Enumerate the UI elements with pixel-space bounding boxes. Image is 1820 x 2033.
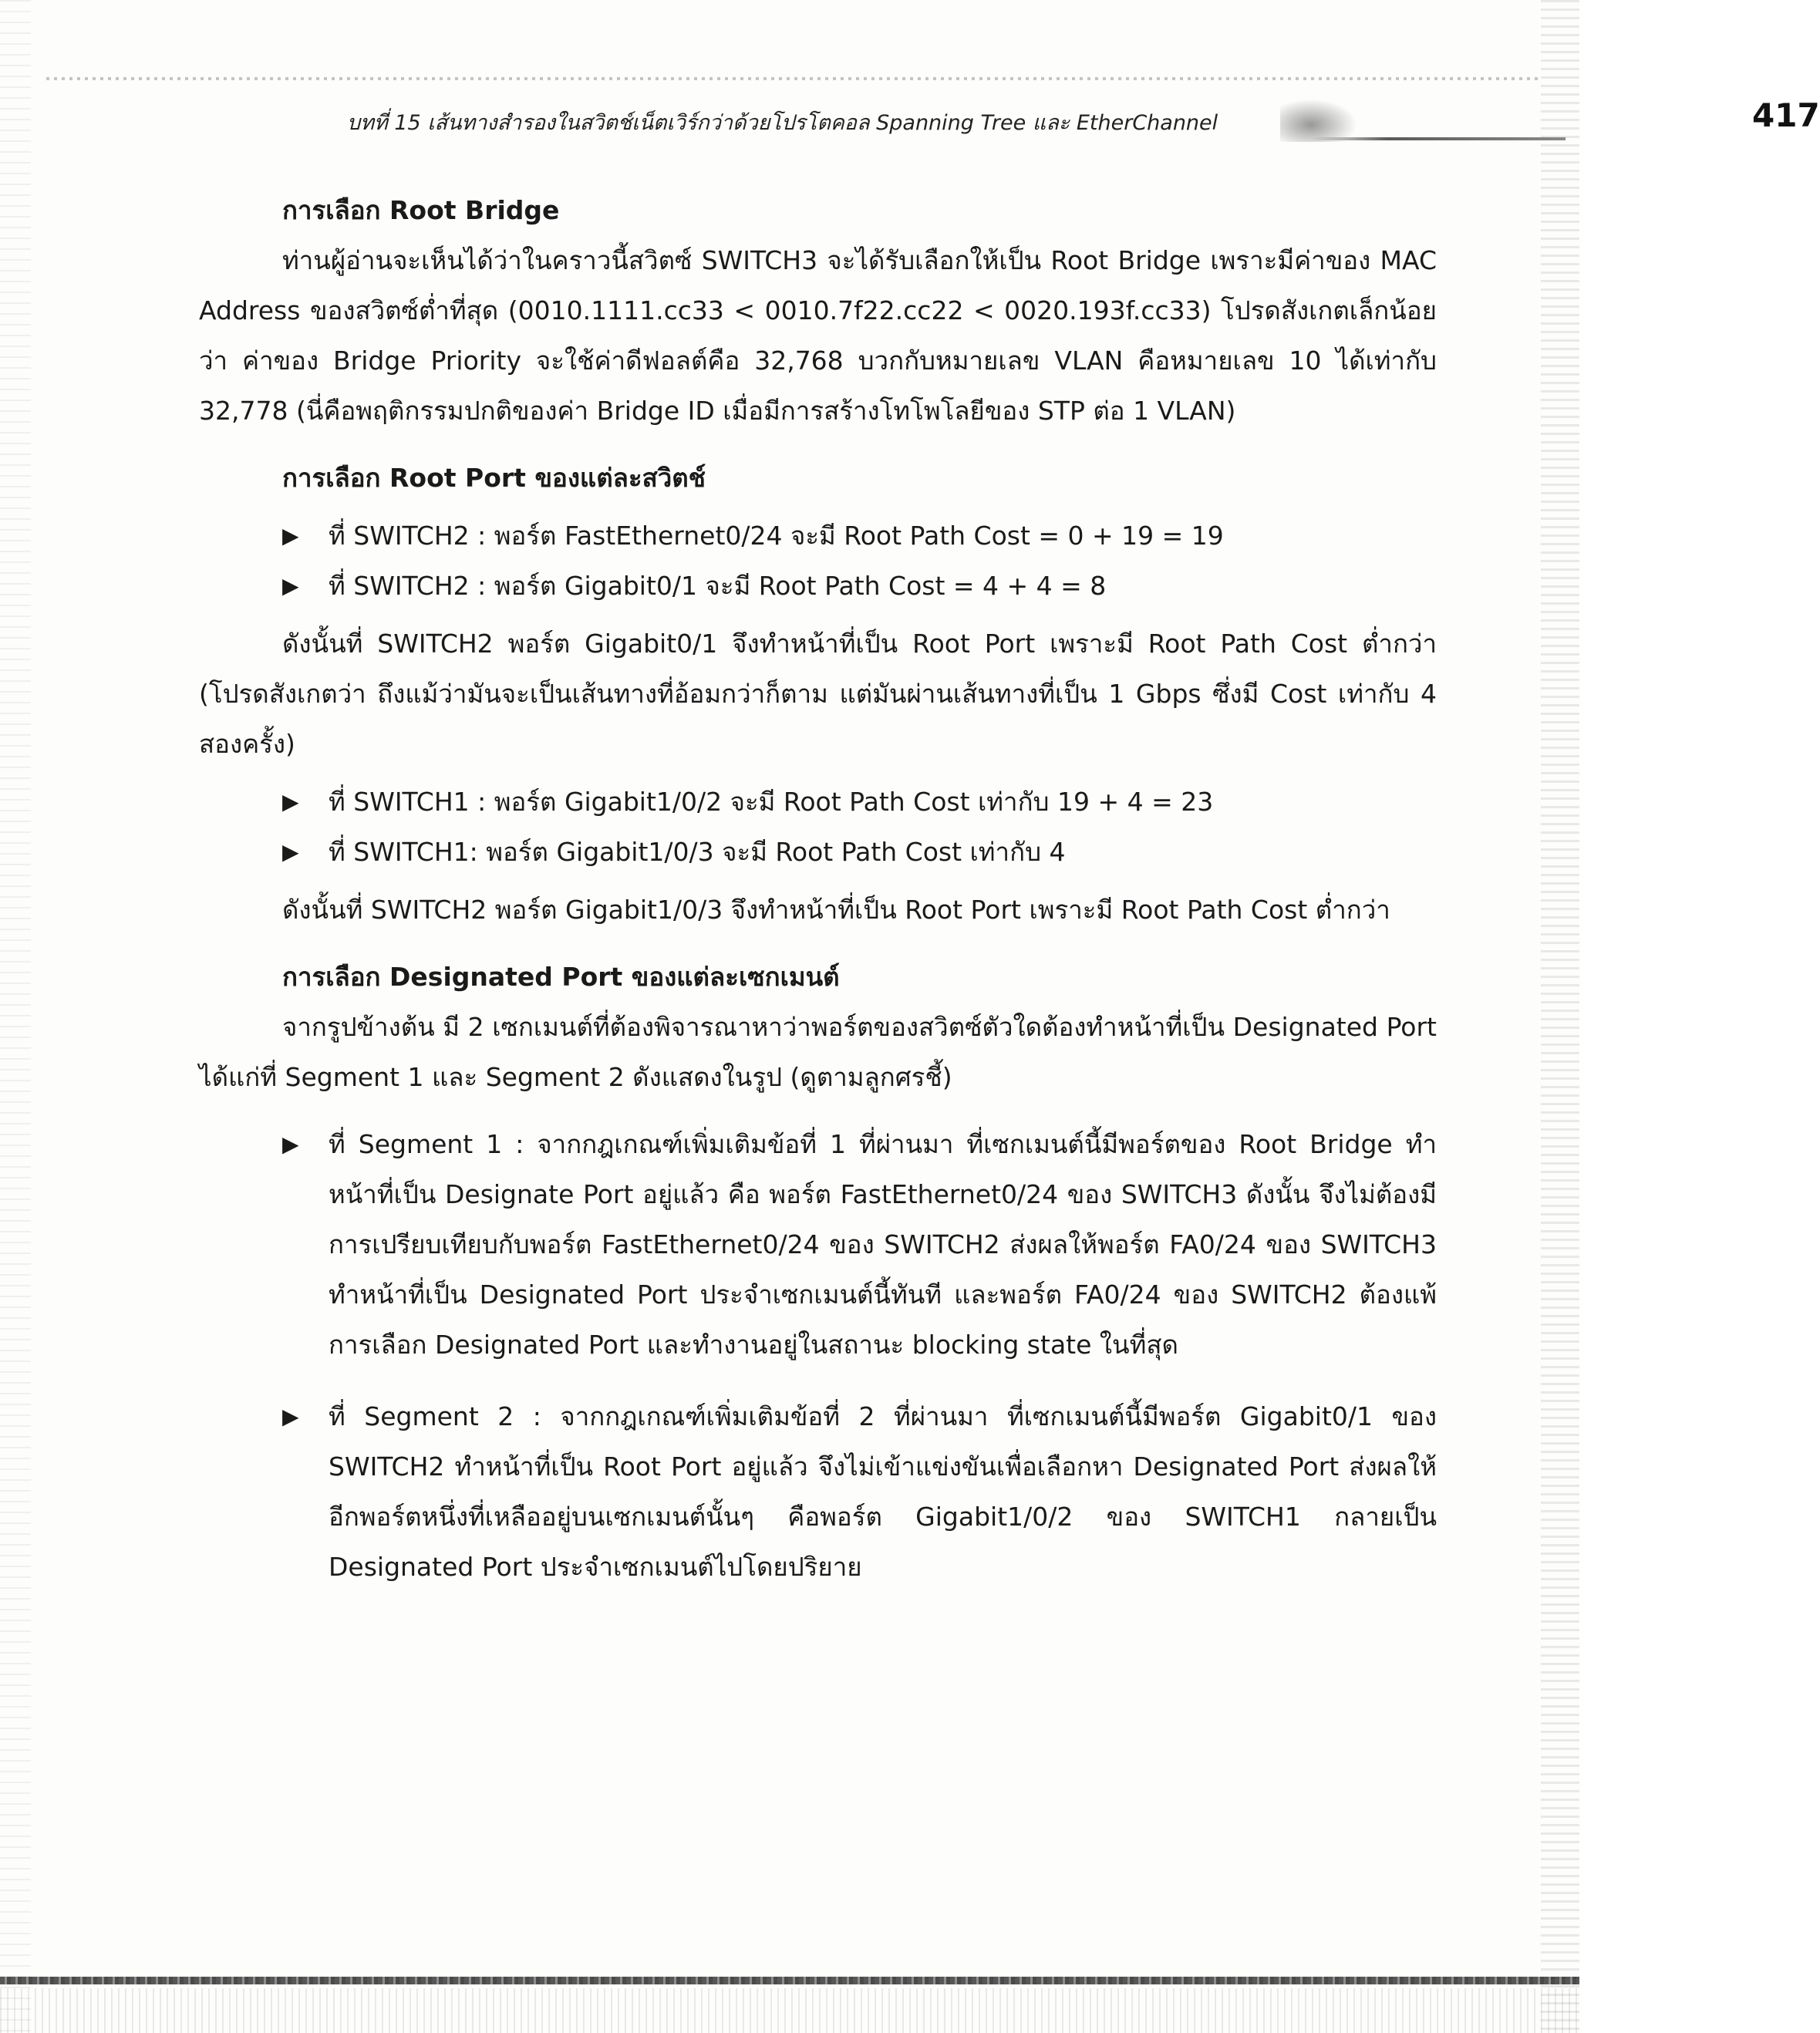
triangle-bullet-icon: ▶ bbox=[282, 573, 299, 598]
heading-root-bridge: การเลือก Root Bridge bbox=[282, 195, 560, 225]
scan-edge-right bbox=[1541, 0, 1579, 2033]
scan-edge-left bbox=[0, 0, 31, 2033]
scan-artifact-bottom bbox=[0, 1988, 1579, 2033]
triangle-bullet-icon: ▶ bbox=[282, 1131, 299, 1157]
list-item bbox=[199, 827, 1437, 877]
heading-designated-port: การเลือก Designated Port ของแต่ละเซกเมนต์ bbox=[282, 962, 840, 992]
scan-smudge bbox=[1280, 99, 1357, 142]
list-item-text: ที่ SWITCH1 : พอร์ต Gigabit1/0/2 จะมี Root Path Cost เท่ากับ 19 + 4 = 23 bbox=[329, 787, 1214, 817]
list-item-text: ที่ SWITCH1: พอร์ต Gigabit1/0/3 จะมี Root Path Cost เท่ากับ 4 bbox=[329, 837, 1066, 867]
list-item-text: ที่ SWITCH2 : พอร์ต Gigabit0/1 จะมี Root Path Cost = 4 + 4 = 8 bbox=[329, 571, 1107, 601]
heading-root-port: การเลือก Root Port ของแต่ละสวิตช์ bbox=[282, 463, 706, 493]
list-item bbox=[199, 777, 1437, 827]
list-item bbox=[199, 561, 1437, 611]
bullet-list-root-port-b bbox=[199, 777, 1437, 877]
list-item bbox=[199, 1391, 1437, 1592]
paragraph-root-bridge: ท่านผู้อ่านจะเห็นได้ว่าในคราวนี้สวิตซ์ SWITCH3 จะได้รับเลือกให้เป็น Root Bridge เพราะมีค่าของ MAC Address ของสวิตซ์ต่ำที่สุด (0010.1111.cc33 < 0010.7f22.cc22 < 0020.193f.cc33) โปรดสังเกตเล็กน้อยว่า ค่าของ Bridge Priority จะใช้ค่าดีฟอลต์คือ 32,768 บวกกับหมายเลข VLAN คือหมายเลข 10 ได้เท่ากับ 32,778 (นี่คือพฤติกรรมปกติของค่า Bridge ID เมื่อมีการสร้างโทโพโลยีของ STP ต่อ 1 VLAN) bbox=[199, 245, 1437, 426]
bullet-list-designated-port bbox=[199, 1119, 1437, 1592]
page-body bbox=[199, 185, 1437, 1592]
bullet-list-root-port-a bbox=[199, 511, 1437, 611]
list-item-text: ที่ Segment 2 : จากกฎเกณฑ์เพิ่มเติมข้อที่ 2 ที่ผ่านมา ที่เซกเมนต์นี้มีพอร์ต Gigabit0/1 ของ SWITCH2 ทำหน้าที่เป็น Root Port อยู่แล้ว จึงไม่เข้าแข่งขันเพื่อเลือกหา Designated Port ส่งผลให้อีกพอร์ตหนึ่งที่เหลืออยู่บนเซกเมนต์นั้นๆ คือพอร์ต Gigabit1/0/2 ของ SWITCH1 กลายเป็น Designated Port ประจำเซกเมนต์ไปโดยปริยาย bbox=[329, 1401, 1437, 1582]
list-item-text: ที่ Segment 1 : จากกฎเกณฑ์เพิ่มเติมข้อที่ 1 ที่ผ่านมา ที่เซกเมนต์นี้มีพอร์ตของ Root Bridge ทำหน้าที่เป็น Designate Port อยู่แล้ว คือ พอร์ต FastEthernet0/24 ของ SWITCH3 ดังนั้น จึงไม่ต้องมีการเปรียบเทียบกับพอร์ต FastEthernet0/24 ของ SWITCH2 ส่งผลให้พอร์ต FA0/24 ของ SWITCH3 ทำหน้าที่เป็น Designated Port ประจำเซกเมนต์นี้ทันที และพอร์ต FA0/24 ของ SWITCH2 ต้องแพ้การเลือก Designated Port และทำงานอยู่ในสถานะ blocking state ในที่สุด bbox=[329, 1129, 1437, 1360]
list-item bbox=[199, 511, 1437, 561]
list-item-text: ที่ SWITCH2 : พอร์ต FastEthernet0/24 จะมี Root Path Cost = 0 + 19 = 19 bbox=[329, 521, 1224, 551]
page-number: 417 bbox=[1752, 96, 1820, 134]
paragraph-root-port-b: ดังนั้นที่ SWITCH2 พอร์ต Gigabit1/0/3 จึงทำหน้าที่เป็น Root Port เพราะมี Root Path Cost ต่ำกว่า bbox=[282, 895, 1390, 925]
triangle-bullet-icon: ▶ bbox=[282, 789, 299, 814]
paragraph-designated-port: จากรูปข้างต้น มี 2 เซกเมนต์ที่ต้องพิจารณาหาว่าพอร์ตของสวิตซ์ตัวใดต้องทำหน้าที่เป็น Designated Port ได้แก่ที่ Segment 1 และ Segment 2 ดังแสดงในรูป (ดูตามลูกศรชี้) bbox=[199, 1012, 1437, 1092]
paragraph-root-port-a: ดังนั้นที่ SWITCH2 พอร์ต Gigabit0/1 จึงทำหน้าที่เป็น Root Port เพราะมี Root Path Cost ต่ำกว่า (โปรดสังเกตว่า ถึงแม้ว่ามันจะเป็นเส้นทางที่อ้อมกว่าก็ตาม แต่มันผ่านเส้นทางที่เป็น 1 Gbps ซึ่งมี Cost เท่ากับ 4 สองครั้ง) bbox=[199, 629, 1437, 759]
triangle-bullet-icon: ▶ bbox=[282, 839, 299, 865]
scan-artifact-top bbox=[46, 77, 1542, 80]
scan-artifact-bottom-rule bbox=[0, 1977, 1579, 1984]
list-item bbox=[199, 1119, 1437, 1370]
triangle-bullet-icon: ▶ bbox=[282, 1404, 299, 1429]
header-rule bbox=[1311, 137, 1566, 140]
triangle-bullet-icon: ▶ bbox=[282, 523, 299, 548]
running-title: บทที่ 15 เส้นทางสำรองในสวิตช์เน็ตเวิร์กว่าด้วยโปรโตคอล Spanning Tree และ EtherChannel bbox=[347, 111, 1218, 135]
